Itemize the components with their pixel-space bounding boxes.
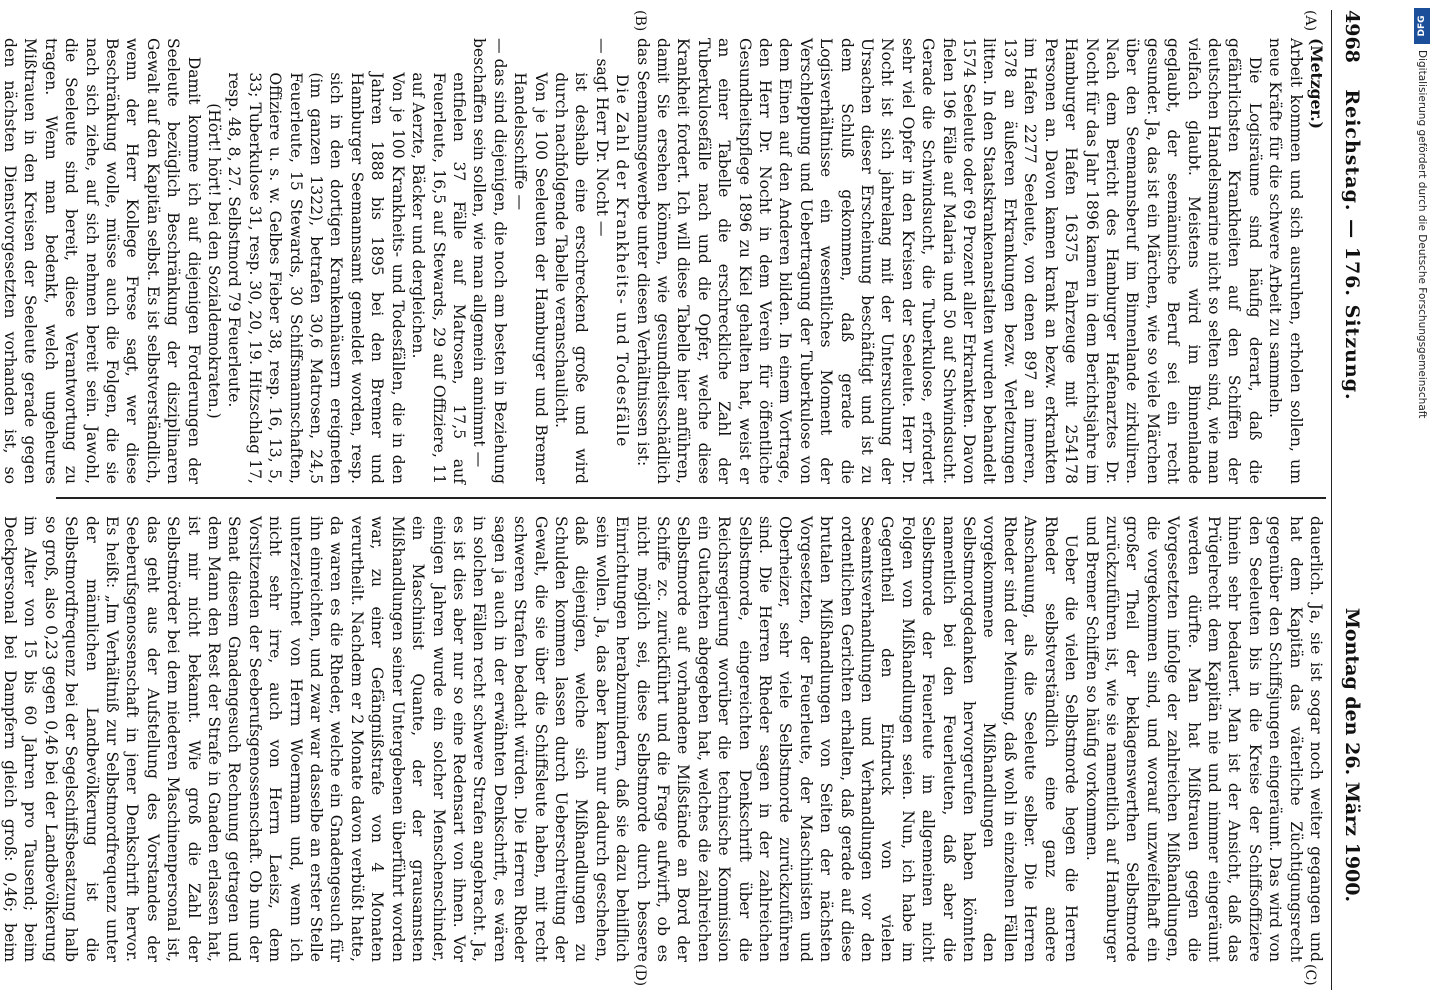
session-date: Montag den 26. März 1900. bbox=[1341, 607, 1363, 903]
margin-marker-b: (B) bbox=[632, 10, 648, 32]
quote-heading: Die Zahl der Krankheits- und Todesfälle bbox=[613, 74, 632, 448]
quote-text: ist deshalb eine erschreckend große und wird durch nachfolgende Tabelle veranschaulicht. bbox=[551, 72, 591, 484]
running-head bbox=[1334, 10, 1368, 990]
paragraph: dauerlich. Ja, sie ist sogar noch weiter gegangen und hat dem Kapitän das väterliche Züchtigungsrecht gegenüber den Schiffsjungen eingeräumt. Das wird von den Seeleuten bis in die Kreise der Schiffsoffiziere hinein sehr bedauert. Man ist der Ansicht, daß das Prügelrecht dem Kapitän nie und nimmer eingeräumt werden dürfte. Man hat Mißtrauen gegen die Vorgesetzten infolge der zahlreichen Mißhandlungen, die vorgekommen sind, und worauf unzweifelhaft ein großer Theil der beklagenswerthen Selbstmorde zurückzuführen ist, wie sie namentlich auf Hamburger und Bremer Schiffen so häufig vorkommen. bbox=[1082, 516, 1325, 962]
session-title: Reichstag. — 176. Sitzung. bbox=[1341, 89, 1363, 401]
dfg-caption: Digitalisierung gefördert durch die Deutsche Forschungsgemeinschaft bbox=[1416, 50, 1428, 419]
right-column bbox=[1, 516, 1326, 962]
rotated-page bbox=[1, 0, 1370, 1000]
dfg-logo: DFG bbox=[1414, 8, 1430, 44]
speaker-name: (Metzger.) bbox=[1307, 38, 1326, 130]
column-separator bbox=[56, 497, 1326, 499]
paragraph: Arbeit kommen und sich ausruhen, erholen sollen, um neue Kräfte für die schwere Arbeit zu sammeln. bbox=[1266, 38, 1305, 484]
margin-marker-a: (A) bbox=[1302, 10, 1318, 32]
left-column bbox=[1, 38, 1326, 484]
margin-marker-c: (C) bbox=[1302, 964, 1318, 986]
dfg-badge bbox=[1412, 6, 1432, 996]
quote-text: Von je 100 Krankheits- und Todesfällen, die in den Jahren 1888 bis 1895 bei den Bremer und Hamburger Seemannsamt gemeldet worden, resp. sich in den dortigen Krankenhäusern ereigneten (im ganzen 1322), betrafen 30,6 Matrosen, 24,5 Feuerleute, 15 Stewards, 30 Schiffsmannschaften, Offiziere u. s. w. Gelbes Fieber 38, resp. 16, 13, 5, 33; Tuberkulose 31, resp. 30, 20, 19. Hitzschlag 17, resp. 48, 8, 27. Selbstmord 79 Feuerleute. bbox=[225, 72, 407, 484]
page-number: 4968 bbox=[1341, 10, 1363, 63]
interjection: — sagt Herr Dr. Nocht — bbox=[592, 38, 611, 237]
quote-text: entfielen 37 Fälle auf Matrosen, 17,5 auf Feuerleute, 16,5 auf Stewards, 29 auf Offiziere, 11 auf Aerzte, Bäcker und dergleichen. bbox=[409, 72, 468, 484]
header-rule bbox=[1331, 10, 1332, 990]
paragraph: — das sind diejenigen, die noch am besten in Beziehung beschaffen sein sollen, wie man allgemein annimmt — bbox=[470, 38, 509, 484]
document-page bbox=[1, 0, 1370, 1000]
paragraph: Ueber die vielen Selbstmorde hegen die Herren Rheder selbstverständlich eine ganz andere Anschauung, als die Seeleute selber. Die Herren Rheder sind der Meinung, daß wohl in einzelnen Fällen vorgekommene Mißhandlungen den Selbstmordgedanken hervorgerufen haben könnten namentlich bei den Feuerleuten, daß aber die Selbstmorde der Feuerleute im allgemeinen nicht Folgen von Mißhandlungen seien. Nun, ich habe im Gegentheil den Eindruck von vielen Seeamtsverhandlungen und Verhandlungen vor den ordentlichen Gerichten erhalten, daß gerade auf diese brutalen Mißhandlungen von Seiten der nächsten Vorgesetzten, der Feuerleute, der Maschinisten und Oberheizer, sehr viele Selbstmorde zurückzuführen sind. Die Herren Rheder sagen in der zahlreichen Selbstmorde, eingereichten Denkschrift über die Reichsregierung worüber die technische Kommission ein Gutachten abgegeben hat, welches die zahlreichen Selbstmorde auf vorhandene Mißstände an Bord der Schiffe zc. zurückführt und die Frage aufwirft, ob es nicht möglich sei, diese Selbstmorde durch bessere Einrichtungen herabzumindern, daß sie dazu behilflich sein wollen. Ja, das aber kann nur dadurch geschehen, daß diejenigen, welche sich Mißhandlungen zu Schulden kommen lassen durch Ueberschreitung der Gewalt, die sie über die Schiffsleute haben, mit recht schweren Strafen bedacht würden. Die Herren Rheder sagen ja auch in der erwähnten Denkschrift, es wären in solchen Fällen recht schwere Strafen angebracht. Ja, es ist dies aber nur so eine Redensart von ihnen. Vor einigen Jahren wurde ein solcher Menschenschinder, ein Maschinist Quante, der der grausamsten Mißhandlungen seiner Untergebenen überführt worden war, zu einer Gefängnißstrafe von 4 Monaten verurtheilt. Nachdem er 2 Monate davon verbüßt hatte, da waren es die Rheder, welche ein Gnadengesuch für ihn einreichten, und zwar war dasselbe an erster Stelle unterzeichnet von Herrn Woermann und, wenn ich nicht sehr irre, auch von Herrn Laeisz, dem Vorsitzenden der Seeberufsgenossenschaft. Ob nun der Senat diesem Gnadengesuch Rechnung getragen und dem Mann den Rest der Strafe in Gnaden erlassen hat, ist mir nicht bekannt. Wie groß die Zahl der Selbstmörder bei dem niederen Maschinenpersonal ist, das geht aus der Aufstellung des Vorstandes der Seeberufsgenossenschaft in jener Denkschrift hervor. Es heißt: „Im Verhältniß zur Selbstmordfrequenz unter der männlichen Landbevölkerung ist die Selbstmordfrequenz bei der Segelschiffsbesatzung halb so groß, also 0,23 gegen 0,46 bei der Landbevölkerung im Alter von 15 bis 60 Jahren pro Tausend; beim Deckpersonal bei Dampfern gleich groß: 0,46; beim bbox=[1, 516, 1081, 962]
quote-text: Von je 100 Seeleuten der Hamburger und Bremer Handelsschiffe — bbox=[511, 72, 550, 484]
interjection: (Hört! hört! bei den Sozialdemokraten.) bbox=[205, 103, 224, 419]
paragraph: Damit komme ich auf diejenigen Forderungen der Seeleute bezüglich Beschränkung der disziplinaren Gewalt auf den Kapitän selbst. Es ist selbstverständlich, wenn der Herr Kollege Frese sagt, wer diese Beschränkung wolle, müsse auch die Folgen, die sie nach sich ziehe, auf sich nehmen bereit sein. Jawohl, die Seeleute sind bereit, diese Verantwortung zu tragen. Wenn man bedenkt, welch ungeheures Mißtrauen in den Kreisen der Seeleute gerade gegen den nächsten Dienstvorgesetzten vorhanden ist, so bbox=[1, 38, 203, 484]
margin-marker-d: (D) bbox=[632, 964, 648, 987]
paragraph: Die Logisräume sind häufig derart, daß die gefährlichsten Krankheiten auf den Schiffen der deutschen Handelsmarine nicht so selten sind, wie man vielfach glaubt. Meistens wird im Binnenlande geglaubt, der seemännische Beruf sei ein recht gesunder. Ja, das ist ein Märchen, wie so viele Märchen über den Seemannsberuf im Binnenlande zirkuliren. Nach dem Bericht des Hamburger Hafenarztes Dr. Nocht für das Jahr 1896 kamen in dem Berichtsjahre im Hamburger Hafen 16375 Fahrzeuge mit 254178 Personen an. Davon kamen krank an bezw. erkrankten im Hafen 2277 Seeleute, von denen 897 an inneren, 1378 an äußeren Erkrankungen bezw. Verletzungen litten. In den Staatskrankenanstalten wurden behandelt 1574 Seeleute oder 69 Prozent aller Erkrankten. Davon fielen 196 Fälle auf Malaria und 50 auf Schwindsucht. Gerade die Schwindsucht, die Tuberkulose, erfordert sehr viel Opfer in den Kreisen der Seeleute. Herr Dr. Nocht ist sich jahrelang mit der Untersuchung der Ursachen dieser Erscheinung beschäftigt und ist zu dem Schluß gekommen, daß gerade die Logisverhältnisse ein wesentliches Moment der Verschleppung und Uebertragung der Tuberkulose von dem Einen auf den Anderen bilden. In einem Vortrage, den Herr Dr. Nocht in dem Verein für öffentliche Gesundheitspflege 1896 zu Kiel gehalten hat, weist er an einer Tabelle die erschreckliche Zahl der Tuberkulosefälle nach und die Opfer, welche diese Krankheit fordert. Ich will diese Tabelle hier anführen, damit Sie ersehen können, wie gesundheitsschädlich das Seemannsgewerbe unter diesen Verhältnissen ist: bbox=[633, 38, 1264, 484]
